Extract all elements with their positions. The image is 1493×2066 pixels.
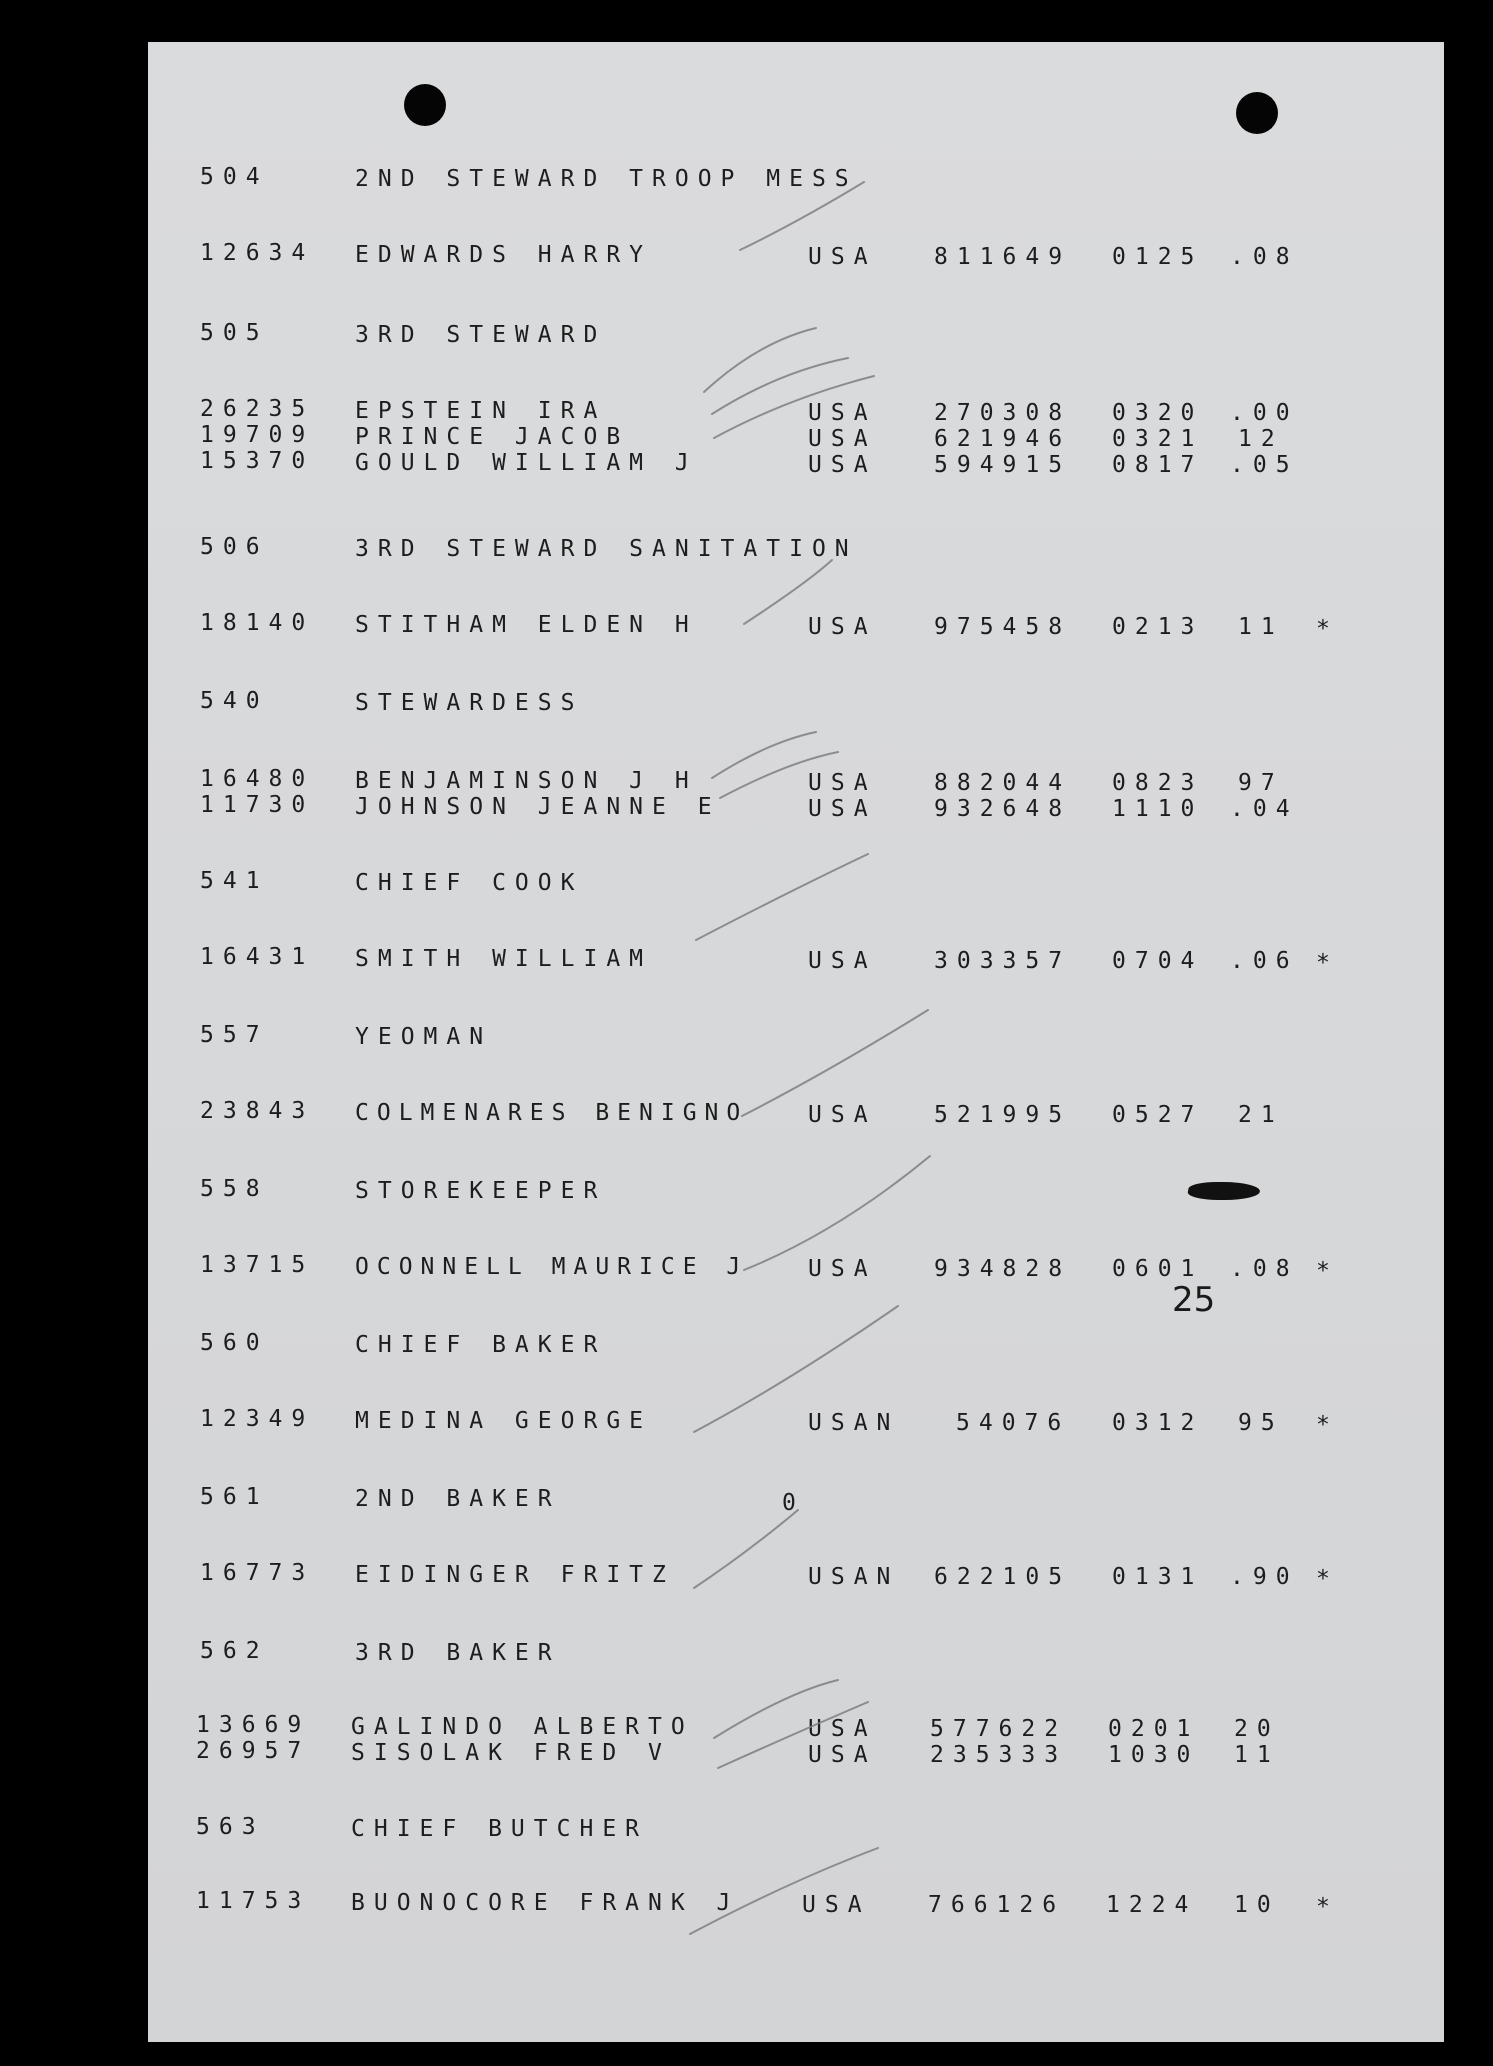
entry-star: * [1316,1412,1339,1438]
pencil-tick [714,376,874,438]
entry-date: 0213 [1112,614,1204,640]
pencil-check-marks [148,42,1444,2042]
entry-id: 13669 [196,1712,311,1738]
document-page [148,42,1444,2042]
section-title: STOREKEEPER [355,1178,607,1204]
pencil-tick [690,1848,878,1934]
entry-value: 12 [1238,426,1284,452]
entry-number: 594915 [934,452,1072,478]
section-code: 505 [200,320,269,346]
entry-name: COLMENARES BENIGNO [355,1100,749,1126]
entry-name: BUONOCORE FRANK J [351,1890,740,1916]
entry-date: 0312 [1112,1410,1204,1436]
entry-citizenship: USAN [808,1410,900,1436]
entry-name: STITHAM ELDEN H [355,612,698,638]
entry-date: 1224 [1106,1892,1198,1918]
entry-name: BENJAMINSON J H [355,768,698,794]
entry-citizenship: USA [808,1256,877,1282]
pencil-tick [704,328,816,392]
section-code: 506 [200,534,269,560]
entry-citizenship: USA [808,426,877,452]
entry-date: 0131 [1112,1564,1204,1590]
entry-id: 11730 [200,792,315,818]
entry-name: GALINDO ALBERTO [351,1714,694,1740]
entry-id: 23843 [200,1098,315,1124]
entry-number: 621946 [934,426,1072,452]
entry-star: * [1316,1566,1339,1592]
page-number: 25 [1172,1280,1216,1320]
entry-date: 0527 [1112,1102,1204,1128]
entry-date: 0201 [1108,1716,1200,1742]
pencil-tick [712,358,848,414]
entry-id: 16431 [200,944,315,970]
entry-number: 303357 [934,948,1072,974]
entry-citizenship: USAN [808,1564,900,1590]
pencil-tick [696,854,868,940]
section-code: 540 [200,688,269,714]
entry-date: 0817 [1112,452,1204,478]
entry-number: 54076 [956,1410,1071,1436]
entry-value: 11 [1234,1742,1280,1768]
entry-date: 0321 [1112,426,1204,452]
entry-citizenship: USA [808,614,877,640]
entry-date: 0601 [1112,1256,1204,1282]
entry-id: 26957 [196,1738,311,1764]
pencil-tick [744,1156,930,1270]
entry-star: * [1316,616,1339,642]
entry-citizenship: USA [808,1742,877,1768]
section-title: YEOMAN [355,1024,493,1050]
pencil-tick [742,1010,928,1116]
entry-value: 10 [1234,1892,1280,1918]
entry-name: EPSTEIN IRA [355,398,607,424]
section-title: CHIEF BUTCHER [351,1816,649,1842]
pencil-tick [694,1306,898,1432]
entry-value: 20 [1234,1716,1280,1742]
entry-id: 12634 [200,240,315,266]
entry-id: 19709 [200,422,315,448]
entry-name: SISOLAK FRED V [351,1740,671,1766]
entry-value: .08 [1230,1256,1299,1282]
entry-value: 95 [1238,1410,1284,1436]
entry-citizenship: USA [808,400,877,426]
entry-date: 0320 [1112,400,1204,426]
entry-date: 0823 [1112,770,1204,796]
entry-number: 622105 [934,1564,1072,1590]
entry-number: 932648 [934,796,1072,822]
entry-name: SMITH WILLIAM [355,946,653,972]
entry-name: PRINCE JACOB [355,424,630,450]
entry-name: MEDINA GEORGE [355,1408,653,1434]
entry-date: 1030 [1108,1742,1200,1768]
entry-name: EIDINGER FRITZ [355,1562,675,1588]
section-code: 504 [200,164,269,190]
section-title: 3RD BAKER [355,1640,561,1666]
entry-id: 16773 [200,1560,315,1586]
entry-name: GOULD WILLIAM J [355,450,698,476]
entry-id: 12349 [200,1406,315,1432]
section-title: 3RD STEWARD [355,322,607,348]
entry-id: 15370 [200,448,315,474]
entry-number: 521995 [934,1102,1072,1128]
entry-citizenship: USA [808,1716,877,1742]
section-code: 563 [196,1814,265,1840]
pencil-tick [744,560,832,624]
entry-name: JOHNSON JEANNE E [355,794,721,820]
zero-mark: 0 [782,1490,805,1516]
entry-value: .00 [1230,400,1299,426]
entry-star: * [1316,950,1339,976]
entry-number: 577622 [930,1716,1068,1742]
entry-number: 766126 [928,1892,1066,1918]
entry-number: 882044 [934,770,1072,796]
entry-name: EDWARDS HARRY [355,242,653,268]
pencil-tick [712,732,816,778]
pencil-tick [720,752,838,798]
pencil-tick [718,1702,868,1768]
entry-citizenship: USA [808,1102,877,1128]
section-title: STEWARDESS [355,690,584,716]
entry-date: 0704 [1112,948,1204,974]
entry-id: 26235 [200,396,315,422]
pencil-tick [694,1510,798,1588]
entry-star: * [1316,1258,1339,1284]
entry-date: 0125 [1112,244,1204,270]
section-code: 560 [200,1330,269,1356]
entry-citizenship: USA [808,770,877,796]
entry-number: 934828 [934,1256,1072,1282]
entry-value: .04 [1230,796,1299,822]
pencil-tick [740,182,864,250]
section-code: 558 [200,1176,269,1202]
section-code: 541 [200,868,269,894]
entry-star: * [1316,1894,1339,1920]
entry-name: OCONNELL MAURICE J [355,1254,749,1280]
pencil-tick [714,1680,838,1738]
entry-citizenship: USA [808,948,877,974]
entry-number: 975458 [934,614,1072,640]
entry-value: .08 [1230,244,1299,270]
entry-value: 11 [1238,614,1284,640]
entry-id: 11753 [196,1888,311,1914]
entry-citizenship: USA [808,244,877,270]
entry-value: .05 [1230,452,1299,478]
entry-citizenship: USA [808,452,877,478]
section-title: CHIEF BAKER [355,1332,607,1358]
entry-value: 21 [1238,1102,1284,1128]
entry-number: 270308 [934,400,1072,426]
entry-id: 13715 [200,1252,315,1278]
entry-citizenship: USA [802,1892,871,1918]
entry-date: 1110 [1112,796,1204,822]
section-title: 2ND BAKER [355,1486,561,1512]
entry-id: 16480 [200,766,315,792]
entry-value: .90 [1230,1564,1299,1590]
section-title: CHIEF COOK [355,870,584,896]
entry-citizenship: USA [808,796,877,822]
entry-value: .06 [1230,948,1299,974]
section-code: 557 [200,1022,269,1048]
section-title: 2ND STEWARD TROOP MESS [355,166,858,192]
entry-number: 811649 [934,244,1072,270]
entry-value: 97 [1238,770,1284,796]
section-title: 3RD STEWARD SANITATION [355,536,858,562]
entry-number: 235333 [930,1742,1068,1768]
entry-id: 18140 [200,610,315,636]
section-code: 561 [200,1484,269,1510]
section-code: 562 [200,1638,269,1664]
